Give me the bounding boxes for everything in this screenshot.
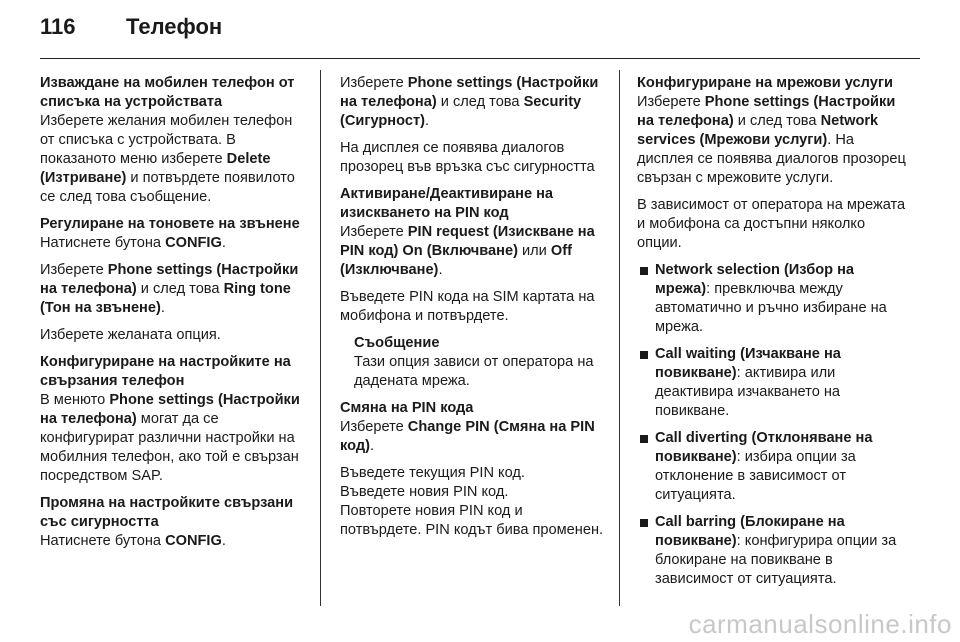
note-title: Съобщение (354, 335, 440, 351)
section-heading-connected-phone: Конфигуриране на настройките на свързания телефон (40, 354, 291, 389)
section-heading-network-services: Конфигуриране на мрежови услуги (637, 75, 893, 91)
security-step-2: Изберете Phone settings (Настройки на телефона) и след това Security (Сигурност). (340, 75, 599, 129)
header-rule (40, 58, 920, 59)
note-box (340, 334, 606, 391)
network-services-options-intro: В зависимост от оператора на мрежата и мобифона са достъпни няколко опции. (637, 197, 906, 251)
change-pin-step-1: Изберете Change PIN (Смяна на PIN код). (340, 419, 595, 454)
bullet-call-diverting: Call diverting (Отклоняване на повикване): избира опции за отклонение в зависимост от ситуацията. (637, 429, 909, 505)
section-heading-pin-request: Активиране/Деактивиране на изискването на PIN код (340, 186, 554, 221)
ring-tones-step-3: Изберете желаната опция. (40, 327, 221, 343)
bullet-square-icon (640, 435, 648, 443)
column-1 (40, 74, 304, 559)
pin-request-step-1: Изберете PIN request (Изискване на PIN код) On (Включване) или Off (Изключване). (340, 224, 595, 278)
section-heading-remove-phone: Изваждане на мобилен телефон от списъка на устройствата (40, 75, 295, 110)
ring-tones-step-1: Натиснете бутона CONFIG. (40, 235, 226, 251)
section-heading-security-settings: Промяна на настройките свързани със сигурността (40, 495, 294, 530)
column-3 (637, 74, 909, 597)
section-heading-change-pin: Смяна на PIN кода (340, 400, 474, 416)
page-title: Телефон (126, 14, 223, 39)
connected-phone-text: В менюто Phone settings (Настройки на телефона) могат да се конфигурират различни настройки на мобилния телефон, ако той е свързан посредством SAP. (40, 392, 300, 484)
ring-tones-step-2: Изберете Phone settings (Настройки на телефона) и след това Ring tone (Тон на звънене). (40, 262, 299, 316)
page-number: 116 (40, 14, 76, 39)
pin-request-step-2: Въведете PIN кода на SIM картата на мобифона и потвърдете. (340, 289, 595, 324)
bullet-square-icon (640, 351, 648, 359)
watermark: carmanualsonline.info (688, 609, 952, 639)
security-settings-step-1: Натиснете бутона CONFIG. (40, 533, 226, 549)
section-heading-ring-tones: Регулиране на тоновете на звънене (40, 216, 300, 232)
remove-phone-text: Изберете желания мобилен телефон от списъка с устройствата. В показаното меню изберете Delete (Изтриване) и потвърдете появилото се след това съобщение. (40, 113, 295, 205)
security-dialog-text: На дисплея се появява диалогов прозорец във връзка със сигурността (340, 140, 595, 175)
network-services-step-1: Изберете Phone settings (Настройки на телефона) и след това Network services (Мрежови услуги). На дисплея се появява диалогов прозорец свързан с мрежовите услуги. (637, 94, 906, 186)
bullet-square-icon (640, 519, 648, 527)
column-divider-1 (320, 70, 321, 606)
bullet-square-icon (640, 267, 648, 275)
page-header (40, 14, 222, 50)
note-text: Тази опция зависи от оператора на дадената мрежа. (354, 354, 594, 389)
bullet-call-barring: Call barring (Блокиране на повикване): конфигурира опции за блокиране на повикване в зависимост от ситуацията. (637, 513, 909, 589)
column-divider-2 (619, 70, 620, 606)
bullet-network-selection: Network selection (Избор на мрежа): превключва между автоматично и ръчно избиране на мрежа. (637, 261, 909, 337)
change-pin-step-2: Въведете текущия PIN код. Въведете новия PIN код. Повторете новия PIN код и потвърдете. PIN кодът бива променен. (340, 465, 604, 538)
bullet-call-waiting: Call waiting (Изчакване на повикване): активира или деактивира изчакването на повикване. (637, 345, 909, 421)
column-2 (340, 74, 606, 540)
